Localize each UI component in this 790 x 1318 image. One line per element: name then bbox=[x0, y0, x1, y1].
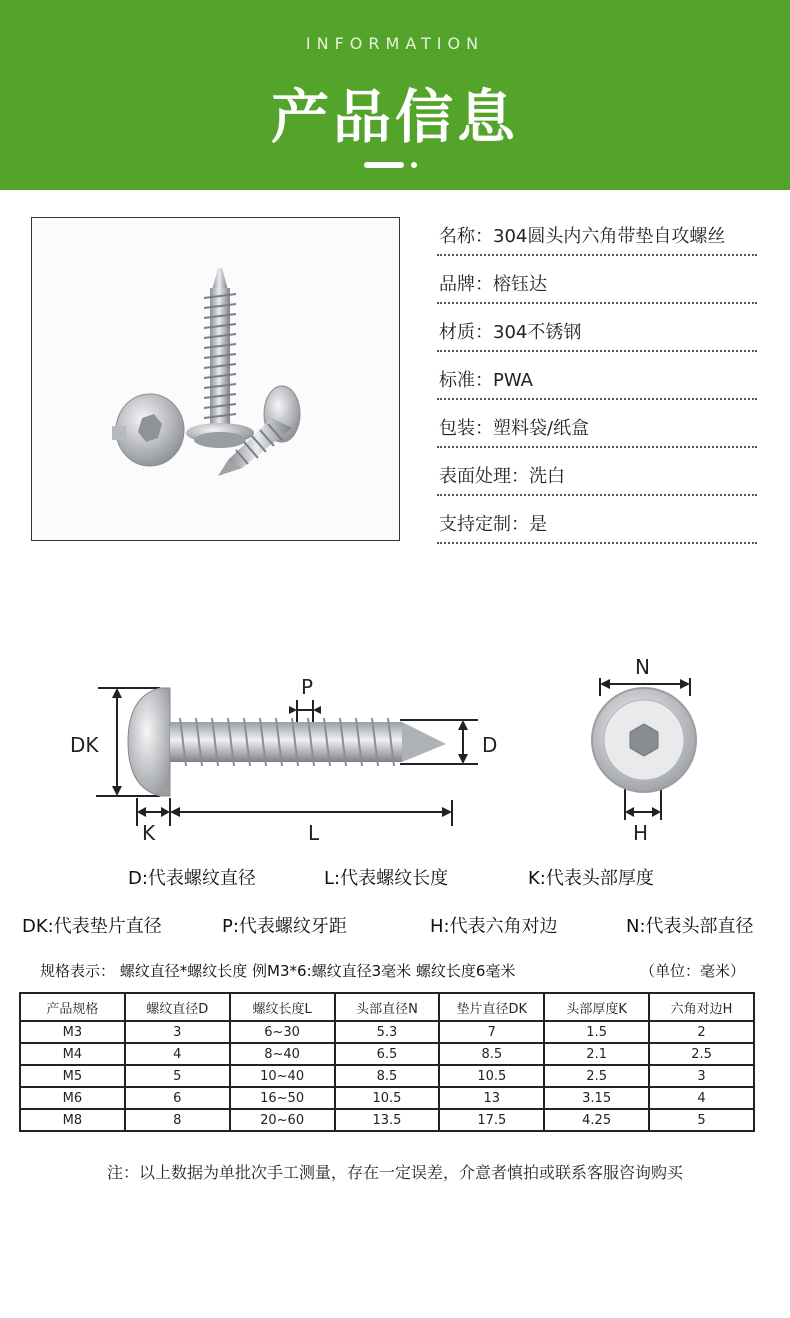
label-p: P bbox=[301, 675, 314, 699]
info-row-name bbox=[437, 208, 757, 256]
table-cell: 6~30 bbox=[230, 1021, 335, 1043]
label-d: D bbox=[482, 733, 498, 757]
table-cell: 6.5 bbox=[335, 1043, 440, 1065]
label-l: L bbox=[308, 821, 320, 845]
header-thread-diameter: 螺纹直径D bbox=[125, 993, 230, 1021]
info-package-text: 包装：塑料袋/纸盒 bbox=[439, 418, 590, 439]
product-photo bbox=[31, 217, 400, 541]
spec-unit: （单位：毫米） bbox=[640, 962, 746, 980]
screw-photo-illustration bbox=[32, 218, 399, 540]
table-cell: 4 bbox=[125, 1043, 230, 1065]
table-cell: M5 bbox=[20, 1065, 125, 1087]
info-surface-text: 表面处理：洗白 bbox=[439, 466, 565, 487]
table-cell: 3.15 bbox=[544, 1087, 649, 1109]
table-cell: 6 bbox=[125, 1087, 230, 1109]
table-cell: 4.25 bbox=[544, 1109, 649, 1131]
banner-title: 产品信息 bbox=[270, 83, 519, 151]
info-custom-text: 支持定制：是 bbox=[439, 514, 547, 535]
legend-dk: DK:代表垫片直径 bbox=[22, 916, 162, 937]
label-k: K bbox=[142, 821, 156, 845]
legend-k: K:代表头部厚度 bbox=[528, 868, 654, 889]
table-cell: 13.5 bbox=[335, 1109, 440, 1131]
info-row-package bbox=[437, 400, 757, 448]
table-cell: 7 bbox=[439, 1021, 544, 1043]
dimension-diagram bbox=[0, 640, 790, 860]
label-n: N bbox=[635, 655, 650, 679]
header-head-diameter: 头部直径N bbox=[335, 993, 440, 1021]
spec-description bbox=[40, 960, 746, 981]
spec-table bbox=[19, 992, 755, 1132]
table-cell: 3 bbox=[125, 1021, 230, 1043]
info-material-text: 材质：304不锈钢 bbox=[439, 322, 582, 343]
table-cell: 3 bbox=[649, 1065, 754, 1087]
info-row-custom bbox=[437, 496, 757, 544]
table-row bbox=[20, 1021, 754, 1043]
info-brand-text: 品牌：榕钰达 bbox=[439, 274, 547, 295]
table-cell: 8 bbox=[125, 1109, 230, 1131]
table-cell: 10~40 bbox=[230, 1065, 335, 1087]
table-cell: 8~40 bbox=[230, 1043, 335, 1065]
table-row bbox=[20, 1087, 754, 1109]
table-cell: M3 bbox=[20, 1021, 125, 1043]
table-cell: 5 bbox=[125, 1065, 230, 1087]
table-cell: 2.1 bbox=[544, 1043, 649, 1065]
table-cell: 8.5 bbox=[439, 1043, 544, 1065]
info-row-material bbox=[437, 304, 757, 352]
table-cell: M8 bbox=[20, 1109, 125, 1131]
table-cell: 2.5 bbox=[649, 1043, 754, 1065]
info-row-surface bbox=[437, 448, 757, 496]
legend-l: L:代表螺纹长度 bbox=[324, 868, 449, 889]
header-model: 产品规格 bbox=[20, 993, 125, 1021]
header-banner bbox=[0, 0, 790, 190]
disclaimer-note: 注：以上数据为单批次手工测量，存在一定误差，介意者慎拍或联系客服咨询购买 bbox=[106, 1163, 683, 1182]
banner-english-title: INFORMATION bbox=[305, 34, 485, 53]
table-row bbox=[20, 1043, 754, 1065]
table-cell: M4 bbox=[20, 1043, 125, 1065]
table-row bbox=[20, 1109, 754, 1131]
table-cell: 20~60 bbox=[230, 1109, 335, 1131]
table-cell: 8.5 bbox=[335, 1065, 440, 1087]
header-hex-across-flats: 六角对边H bbox=[649, 993, 754, 1021]
table-cell: 13 bbox=[439, 1087, 544, 1109]
table-cell: 5 bbox=[649, 1109, 754, 1131]
banner-divider bbox=[364, 162, 412, 168]
table-cell: 2.5 bbox=[544, 1065, 649, 1087]
header-thread-length: 螺纹长度L bbox=[230, 993, 335, 1021]
label-dk: DK bbox=[70, 733, 99, 757]
spec-description-text: 规格表示： 螺纹直径*螺纹长度 例M3*6:螺纹直径3毫米 螺纹长度6毫米 bbox=[40, 962, 516, 980]
table-cell: 17.5 bbox=[439, 1109, 544, 1131]
spec-table-header-row bbox=[20, 993, 754, 1021]
info-row-brand bbox=[437, 256, 757, 304]
info-name-text: 名称：304圆头内六角带垫自攻螺丝 bbox=[439, 226, 726, 247]
table-cell: 10.5 bbox=[335, 1087, 440, 1109]
table-cell: 16~50 bbox=[230, 1087, 335, 1109]
table-cell: 2 bbox=[649, 1021, 754, 1043]
header-washer-diameter: 垫片直径DK bbox=[439, 993, 544, 1021]
info-standard-text: 标准：PWA bbox=[439, 370, 533, 391]
legend-h: H:代表六角对边 bbox=[430, 916, 558, 937]
info-row-standard bbox=[437, 352, 757, 400]
legend-p: P:代表螺纹牙距 bbox=[222, 916, 347, 937]
label-h: H bbox=[633, 821, 649, 845]
product-info-list bbox=[437, 208, 757, 544]
header-head-thickness: 头部厚度K bbox=[544, 993, 649, 1021]
table-cell: 1.5 bbox=[544, 1021, 649, 1043]
table-cell: 10.5 bbox=[439, 1065, 544, 1087]
legend-n: N:代表头部直径 bbox=[626, 916, 754, 937]
table-row bbox=[20, 1065, 754, 1087]
table-cell: 5.3 bbox=[335, 1021, 440, 1043]
table-cell: 4 bbox=[649, 1087, 754, 1109]
legend-d: D:代表螺纹直径 bbox=[128, 868, 256, 889]
table-cell: M6 bbox=[20, 1087, 125, 1109]
